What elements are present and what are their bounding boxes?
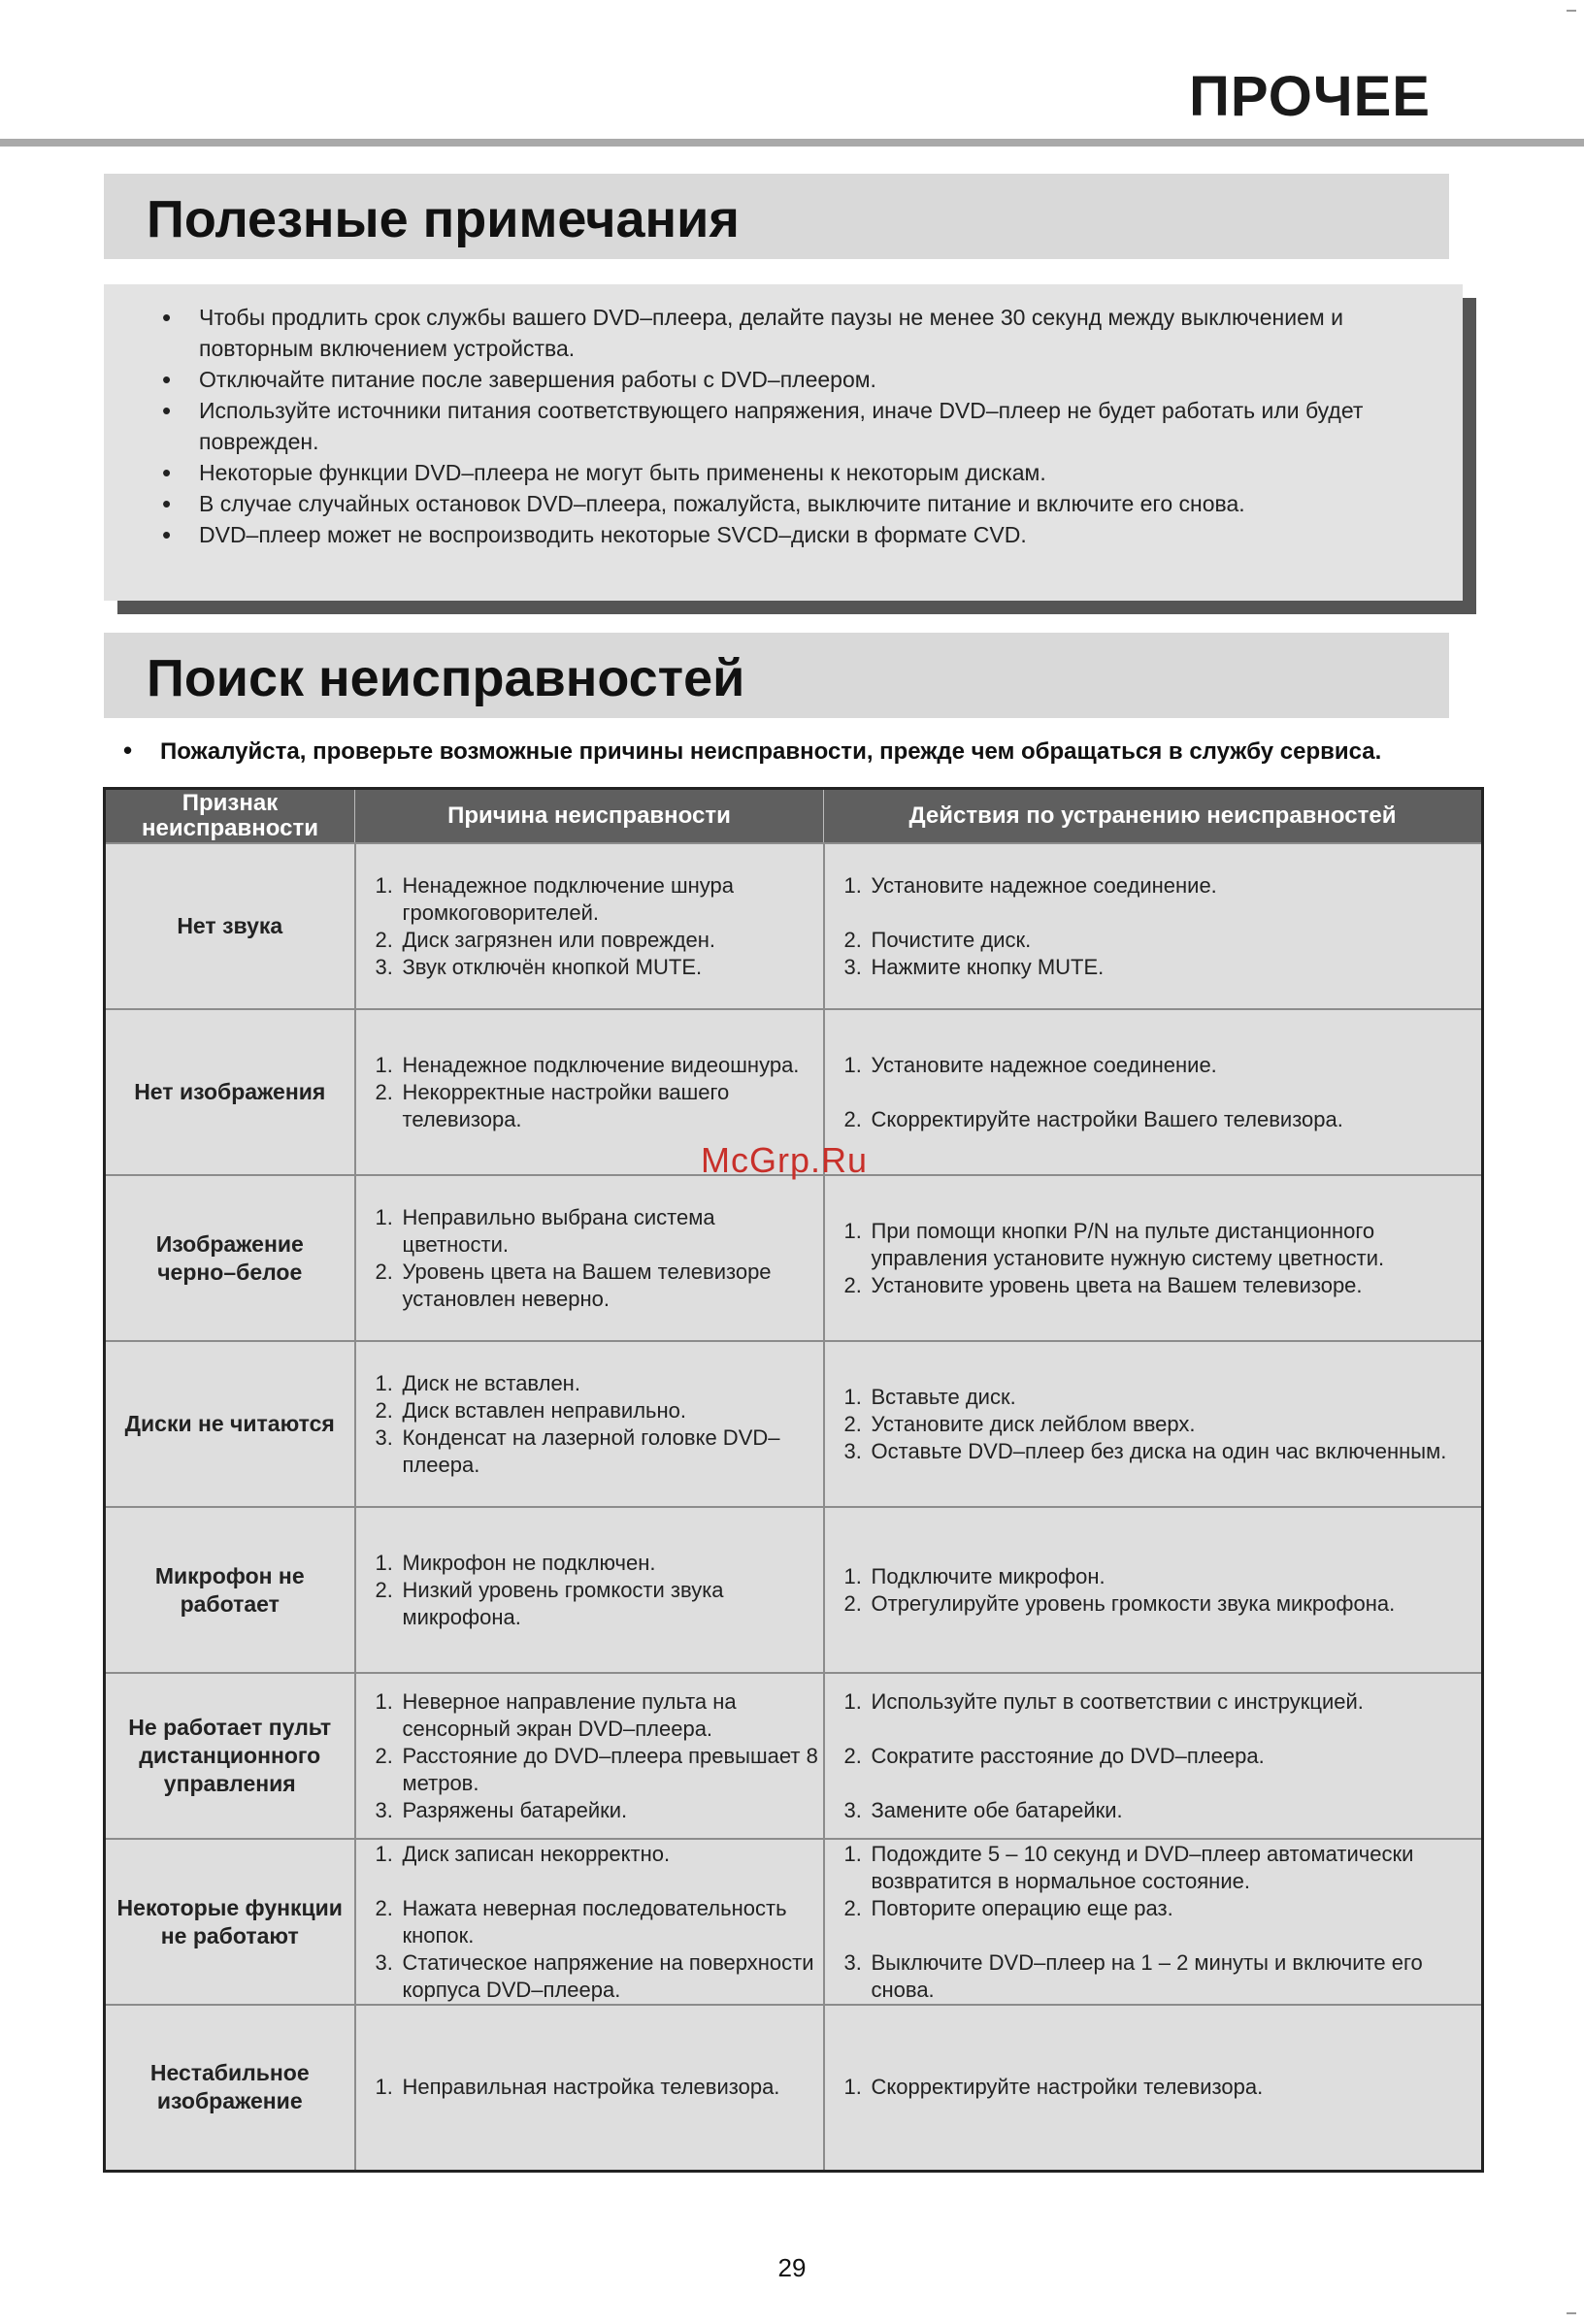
instruction-text: Пожалуйста, проверьте возможные причины неисправности, прежде чем обращаться в службу сервиса. [160, 738, 1382, 765]
table-row [105, 1673, 1483, 1839]
cause-item: Статическое напряжение на поверхности корпуса DVD–плеера. [402, 1949, 814, 2002]
cause-item: Разряжены батарейки. [402, 1797, 628, 1822]
action-item: Установите надежное соединение. [871, 872, 1217, 898]
action-cell [824, 1507, 1483, 1673]
cause-cell [355, 1673, 824, 1839]
symptom-cell: Не работает пульт дистанционного управления [105, 1673, 355, 1839]
action-item: Установите уровень цвета на Вашем телевизоре. [871, 1272, 1363, 1297]
action-cell [824, 2005, 1483, 2171]
notes-title: Полезные примечания [147, 190, 740, 248]
page-header-title: ПРОЧЕЕ [1189, 65, 1431, 128]
cause-item: Ненадежное подключение шнура громкоговорителей. [402, 872, 735, 925]
note-item: • Некоторые функции DVD–плеера не могут быть применены к некоторым дискам. [162, 457, 1439, 488]
action-item: Оставьте DVD–плеер без диска на один час включенным. [871, 1438, 1447, 1463]
header-rule [0, 139, 1584, 147]
note-item: • DVD–плеер может не воспроизводить некоторые SVCD–диски в формате CVD. [162, 519, 1439, 550]
action-cell [824, 1009, 1483, 1175]
cause-item: Конденсат на лазерной головке DVD–плеера. [402, 1424, 780, 1477]
cause-item: Неправильно выбрана система цветности. [402, 1204, 715, 1257]
cause-cell [355, 1341, 824, 1507]
troubleshooting-title: Поиск неисправностей [147, 649, 745, 707]
watermark-text: McGrp.Ru [701, 1140, 869, 1180]
action-item: Скорректируйте настройки телевизора. [871, 2075, 1264, 2100]
action-item: Установите надежное соединение. [871, 1052, 1217, 1077]
note-item: • Отключайте питание после завершения работы с DVD–плеером. [162, 364, 1439, 395]
action-item: Установите диск лейблом вверх. [871, 1411, 1196, 1436]
action-cell [824, 1673, 1483, 1839]
action-cell [824, 1341, 1483, 1507]
cause-item: Диск загрязнен или поврежден. [402, 927, 716, 952]
action-item: Нажмите кнопку MUTE. [871, 954, 1105, 979]
column-header-symptom: Признак неисправности [105, 789, 355, 844]
symptom-cell: Диски не читаются [105, 1341, 355, 1507]
cause-item: Уровень цвета на Вашем телевизоре установлен неверно. [402, 1259, 772, 1311]
symptom-cell: Нестабильное изображение [105, 2005, 355, 2171]
troubleshooting-section-bar [104, 633, 1449, 718]
cause-item: Диск вставлен неправильно. [402, 1397, 686, 1423]
cause-cell [355, 843, 824, 1009]
action-item: Вставьте диск. [871, 1384, 1016, 1409]
cause-item: Неправильная настройка телевизора. [402, 2075, 780, 2100]
symptom-cell: Некоторые функции не работают [105, 1839, 355, 2005]
table-row [105, 1839, 1483, 2005]
action-cell [824, 1175, 1483, 1341]
cause-item: Низкий уровень громкости звука микрофона. [402, 1577, 724, 1629]
cause-item: Некорректные настройки вашего телевизора. [402, 1079, 730, 1131]
action-item: Выключите DVD–плеер на 1 – 2 минуты и включите его снова. [871, 1949, 1423, 2002]
action-item: Используйте пульт в соответствии с инструкцией. [871, 1688, 1364, 1714]
action-item: Подождите 5 – 10 секунд и DVD–плеер автоматически возвратится в нормальное состояние. [871, 1841, 1414, 1893]
table-row [105, 1507, 1483, 1673]
cause-item: Звук отключён кнопкой MUTE. [402, 954, 703, 979]
table-row [105, 1175, 1483, 1341]
cause-cell [355, 1175, 824, 1341]
cause-item: Диск не вставлен. [402, 1370, 580, 1395]
cause-item: Нажата неверная последовательность кнопок. [402, 1895, 787, 1948]
cause-item: Микрофон не подключен. [402, 1550, 656, 1575]
symptom-cell: Изображение черно–белое [105, 1175, 355, 1341]
cause-item: Диск записан некорректно. [402, 1841, 671, 1866]
action-item: Сократите расстояние до DVD–плеера. [871, 1743, 1265, 1768]
notes-list [162, 302, 1439, 550]
action-item: Повторите операцию еще раз. [871, 1895, 1173, 1920]
cause-item: Неверное направление пульта на сенсорный экран DVD–плеера. [402, 1688, 737, 1741]
column-header-cause: Причина неисправности [355, 789, 824, 844]
crop-mark [1567, 2312, 1576, 2314]
action-item: Скорректируйте настройки Вашего телевизора. [871, 1106, 1343, 1131]
cause-item: Расстояние до DVD–плеера превышает 8 метров. [402, 1743, 818, 1795]
action-item: Подключите микрофон. [871, 1563, 1106, 1588]
notes-box [104, 284, 1463, 601]
cause-cell [355, 1839, 824, 2005]
troubleshooting-table [103, 787, 1484, 2173]
action-item: При помощи кнопки P/N на пульте дистанционного управления установите нужную систему цветности. [871, 1218, 1385, 1270]
cause-item: Ненадежное подключение видеошнура. [402, 1052, 800, 1077]
bullet-icon: • [123, 736, 133, 765]
action-item: Почистите диск. [871, 927, 1032, 952]
cause-cell [355, 1507, 824, 1673]
table-header-row [105, 789, 1483, 844]
note-item: • Чтобы продлить срок службы вашего DVD–плеера, делайте паузы не менее 30 секунд между выключением и повторным включением устройства. [162, 302, 1439, 364]
action-cell [824, 1839, 1483, 2005]
troubleshooting-instruction [123, 736, 1381, 766]
table-row [105, 2005, 1483, 2171]
table-row [105, 1341, 1483, 1507]
symptom-cell: Нет звука [105, 843, 355, 1009]
page-number: 29 [777, 2253, 807, 2282]
crop-mark [1567, 10, 1576, 12]
note-item: • Используйте источники питания соответствующего напряжения, иначе DVD–плеер не будет работать или будет поврежден. [162, 395, 1439, 457]
table-row [105, 843, 1483, 1009]
action-item: Замените обе батарейки. [871, 1797, 1123, 1822]
symptom-cell: Микрофон не работает [105, 1507, 355, 1673]
column-header-action: Действия по устранению неисправностей [824, 789, 1483, 844]
cause-cell [355, 2005, 824, 2171]
action-cell [824, 843, 1483, 1009]
action-item: Отрегулируйте уровень громкости звука микрофона. [871, 1590, 1396, 1616]
note-item: • В случае случайных остановок DVD–плеера, пожалуйста, выключите питание и включите его снова. [162, 488, 1439, 519]
notes-section-bar [104, 174, 1449, 259]
symptom-cell: Нет изображения [105, 1009, 355, 1175]
